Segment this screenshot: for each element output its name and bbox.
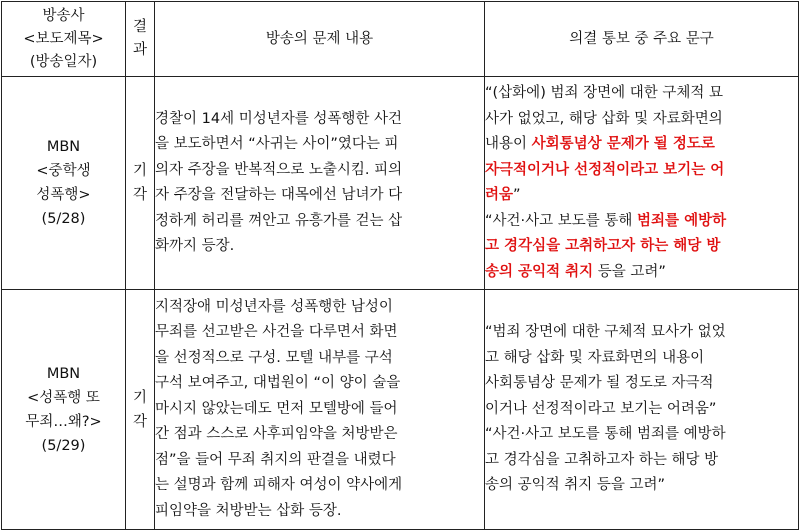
station-line: <중학생 <box>36 163 91 179</box>
quote-highlight: 고 경각심을 고취하고자 하는 해당 방 <box>485 238 721 254</box>
content-cell <box>155 290 485 530</box>
quote-highlight: 사회통념상 문제가 될 정도로 <box>531 136 715 152</box>
quote-highlight: 려움 <box>485 187 514 203</box>
quote-text: “사건·사고 보도를 통해 <box>485 212 638 229</box>
quote-line <box>485 183 798 209</box>
station-line: 무죄…왜?> <box>25 413 102 430</box>
quote-text: 등을 고려” <box>593 263 666 280</box>
station-cell <box>2 77 126 290</box>
quote-line <box>485 346 798 372</box>
station-line: 성폭행> <box>36 187 91 203</box>
quote-line <box>485 448 798 474</box>
quote-text: “범죄 장면에 대한 구체적 묘사가 없었 <box>485 324 726 341</box>
quote-line <box>485 81 798 107</box>
content-line: 마시지 않았는데도 먼저 모텔방에 들어 <box>155 400 398 417</box>
quote-cell <box>485 290 799 530</box>
content-line: 화까지 등장. <box>155 238 235 254</box>
result-cell <box>126 290 155 530</box>
header-station-line: 방송사 <box>42 7 85 24</box>
header-station-line: <보도제목> <box>23 30 104 47</box>
content-line: 정하게 허리를 껴안고 유흥가를 걷는 삽 <box>155 212 403 229</box>
quote-line <box>485 107 798 133</box>
result-line: 각 <box>132 187 147 203</box>
header-result-cell <box>126 2 155 77</box>
quote-text: 고 해당 삽화 및 자료화면의 내용이 <box>485 349 705 366</box>
content-line: 피임약을 처방받는 삽화 등장. <box>155 502 342 519</box>
quote-text: ” <box>513 187 521 203</box>
content-line: 는 설명과 함께 피해자 여성이 약사에게 <box>155 477 403 494</box>
quote-line <box>485 320 798 346</box>
station-cell <box>2 290 126 530</box>
broadcast-review-table <box>1 1 799 530</box>
content-line: 구석 보여주고, 대법원이 “이 양이 술을 <box>155 375 401 392</box>
quote-text: 고 경각심을 고취하고자 하는 해당 방 <box>485 451 719 468</box>
result-cell <box>126 77 155 290</box>
quote-line <box>485 132 798 158</box>
quote-line <box>485 260 798 286</box>
header-result-line: 과 <box>132 42 147 58</box>
station-line: <성폭행 또 <box>27 389 100 406</box>
content-line: 간 점과 스스로 사후피임약을 처방받은 <box>155 426 398 443</box>
header-content-cell: 방송의 문제 내용 <box>155 2 485 77</box>
content-line: 의자 주장을 반복적으로 노출시킴. 피의 <box>155 161 403 178</box>
quote-highlight: 송의 공익적 취지 <box>485 263 594 280</box>
quote-line <box>485 371 798 397</box>
quote-highlight: 범죄를 예방하 <box>637 212 727 229</box>
table-row <box>2 290 799 530</box>
result-line: 기 <box>132 163 147 179</box>
table-row <box>2 77 799 290</box>
header-row <box>2 2 799 77</box>
content-line: 경찰이 14세 미성년자를 성폭행한 사건 <box>155 110 402 127</box>
quote-line <box>485 422 798 448</box>
station-line: (5/29) <box>41 437 86 454</box>
quote-line <box>485 397 798 423</box>
result-line: 각 <box>132 413 147 430</box>
content-line: 을 선정적으로 구성. 모텔 내부를 구석 <box>155 349 393 366</box>
quote-text: 내용이 <box>485 136 532 152</box>
content-line: 자 주장을 전달하는 대목에선 남녀가 다 <box>155 187 403 203</box>
content-cell <box>155 77 485 290</box>
header-station-cell <box>2 2 126 77</box>
content-line: 무죄를 선고받은 사건을 다루면서 화면 <box>155 324 398 341</box>
quote-line <box>485 473 798 499</box>
content-line: 지적장애 미성년자를 성폭행한 남성이 <box>155 298 393 315</box>
header-quote-cell: 의결 통보 중 주요 문구 <box>485 2 799 77</box>
station-line: (5/28) <box>41 211 86 227</box>
result-line: 기 <box>132 389 147 406</box>
quote-line <box>485 234 798 260</box>
content-line: 을 보도하면서 “사귀는 사이”였다는 피 <box>155 136 399 152</box>
station-line: MBN <box>46 365 81 382</box>
station-line: MBN <box>46 139 81 155</box>
header-station-line: (방송일자) <box>29 53 98 70</box>
quote-highlight: 자극적이거나 선정적이라고 보기는 어 <box>485 161 725 178</box>
quote-cell <box>485 77 799 290</box>
quote-line <box>485 158 798 184</box>
quote-text: 이거나 선정적이라고 보기는 어려움” <box>485 400 717 417</box>
quote-text: “(삽화에) 범죄 장면에 대한 구체적 묘 <box>485 85 723 101</box>
quote-text: 송의 공익적 취지 등을 고려” <box>485 477 666 494</box>
content-line: 점”을 들어 무죄 취지의 판결을 내렸다 <box>155 451 396 468</box>
quote-line <box>485 209 798 235</box>
header-result-line: 결 <box>132 19 147 35</box>
quote-text: 사회통념상 문제가 될 정도로 자극적 <box>485 375 714 392</box>
quote-text: “사건·사고 보도를 통해 범죄를 예방하 <box>485 426 726 443</box>
quote-text: 사가 없었고, 해당 삽화 및 자료화면의 <box>485 110 723 127</box>
